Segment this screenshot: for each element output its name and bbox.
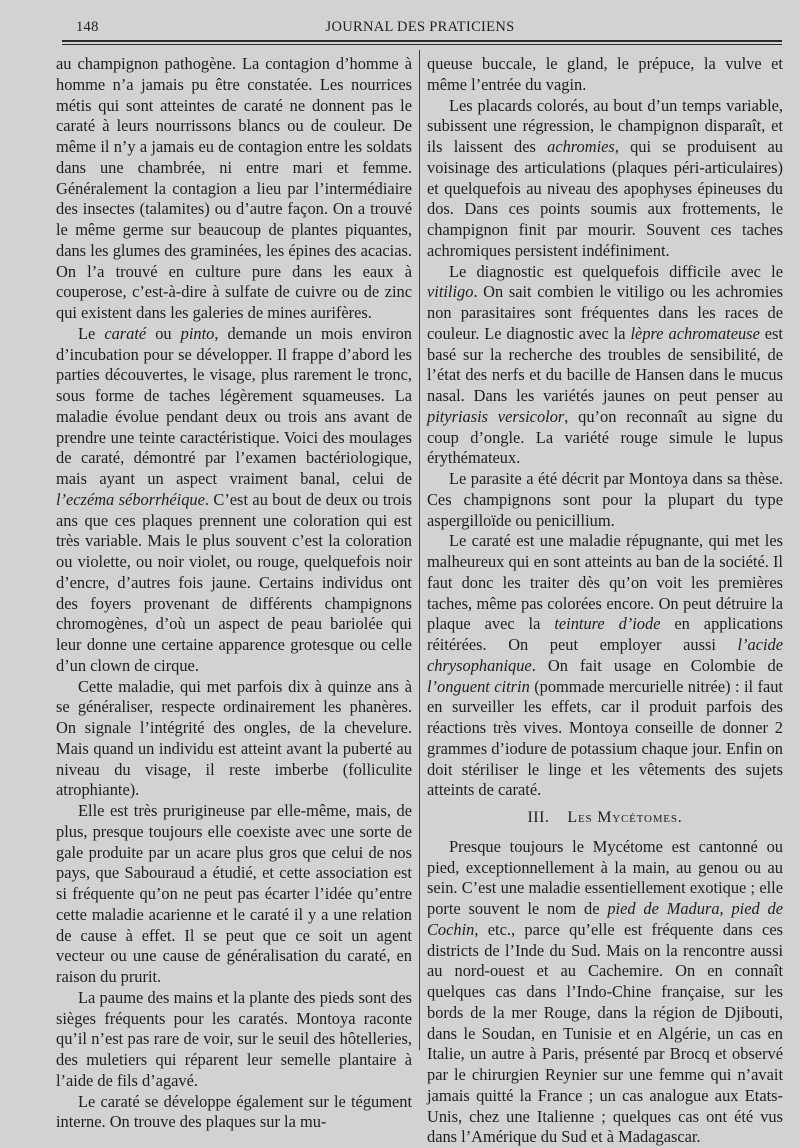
italic-term: pityriasis versicolor [427,406,565,426]
paragraph-text: Le caraté se développe également sur le tégument interne. On trouve des plaques sur la mu- [56,1091,412,1132]
paragraph-text: Presque toujours le Mycétome est cantonné ou pied, exceptionnellement à la main, au genou ou au sein. C’est une maladie essentiellement exotique ; elle porte souvent le nom de [427,836,783,918]
paragraph-text: Le diagnostic est quelquefois difficile avec le [449,261,783,281]
page-header [60,14,780,38]
paragraph-text: Elle est très prurigineuse par elle-même, mais, de plus, presque toujours elle coexiste avec une sorte de gale produite par un acare plus gros que celui de nos pays, que Sabouraud a étudié, et cette association est si fréquente qu’on ne peut pas écarter l’idée qu’entre cette maladie acarienne et le caraté il y a une relation de cause à effet. Il se peut que ce soit un agent vecteur ou une cause de généralisation du caraté, en raison du prurit. [56,801,412,986]
paragraph [56,1092,412,1134]
paragraph-text: Le [78,323,105,343]
italic-term: l’onguent citrin [427,676,530,696]
paragraph-text: La paume des mains et la plante des pieds sont des sièges fréquents pour les caratés. Montoya raconte qu’il n’est pas rare de voir, sur le seuil des hôtelleries, des muletiers qui réparent leur semelle plantaire à l’aide de fils d’agavé. [56,987,412,1090]
paragraph [427,469,783,531]
header-rule-thin [62,44,782,45]
italic-term: pied de Madura, pied de Cochin [427,899,783,939]
paragraph [56,324,412,677]
paragraph-text: queuse buccale, le gland, le prépuce, la vulve et même l’entrée du vagin. [427,54,783,94]
left-column [56,54,412,1133]
section-number: III. [527,809,550,826]
italic-term: caraté [104,323,147,343]
paragraph-text: . On sait combien le vitiligo ou les achromies non parasitaires sont fréquentes dans les races de couleur. Le diagnostic avec la [427,282,783,343]
paragraph [427,96,783,262]
paragraph-text: Le parasite a été décrit par Montoya dans sa thèse. Ces champignons sont pour la plupart du type aspergilloïde ou penicillium. [427,469,783,530]
paragraph-text: . C’est au bout de deux ou trois ans que ces plaques prennent une coloration qui est très variable. Mais le plus souvent c’est la coloration ou violette, ou noir violet, ou rouge, quelquefois noir d’encre, d’autres fois jaune. Certains individus ont des foyers provenant de différents champignons chromogènes, d’où un aspect de peau bariolée qui leur donne une certaine apparence grotesque ou celle d’un clown de cirque. [56,489,412,675]
section-heading [427,808,783,829]
paragraph [56,677,412,802]
paragraph-text: Le caraté est une maladie répugnante, qui met les malheureux qui en sont atteints au ban de la société. Il faut donc les traiter dès qu’on voit les premières taches, même pas colorées encore. On peut détruire la plaque avec la [427,531,783,634]
right-column [427,54,783,1148]
paragraph-text: est basé sur la recherche des troubles de sensibilité, de l’état des nerfs et du bacille de Hansen dans le mucus nasal. Dans les variétés jaunes on peut penser au [427,323,783,405]
italic-term: l’acide chrysophanique [427,635,783,675]
paragraph-text: (pommade mercurielle nitrée) : il faut en surveiller les effets, car il produit parfois des réactions très vives. Montoya conseille de donner 2 grammes d’iodure de potassium chaque jour. Enfin on doit stériliser le linge et les vêtements des sujets atteints de caraté. [427,676,783,800]
italic-term: vitiligo [427,282,474,302]
italic-term: pinto [180,323,215,343]
paragraph [427,54,783,96]
paragraph-text: Cette maladie, qui met parfois dix à quinze ans à se généraliser, respecte ordinairement les phanères. On signale l’intégrité des ongles, de la chevelure. Mais quand un individu est atteint avant la puberté au niveau du visage, il reste imberbe (folliculite atrophiante). [56,676,412,800]
paragraph-text: Les placards colorés, au bout d’un temps variable, subissent une régression, le champignon disparaît, et ils laissent des [427,95,783,156]
italic-term: achromies [547,137,615,156]
paragraph-text: ou [146,323,181,343]
page-number: 148 [76,19,99,35]
paragraph [427,262,783,470]
paragraph [427,837,783,1148]
italic-term: teinture d’iode [554,614,661,634]
paragraph [56,54,412,324]
paragraph [427,531,783,801]
paragraph-text: . On fait usage en Colombie de [531,655,783,675]
column-divider [419,50,420,1050]
paragraph-text: en applications réitérées. On peut employer aussi [427,614,783,654]
paragraph-text: , demande un mois environ d’incubation pour se développer. Il frappe d’abord les parties découvertes, le visage, plus rarement le tronc, sous forme de taches légèrement squameuses. La maladie évolue pendant deux ou trois ans avant de prendre une teinte caractéristique. Voici des moulages de caraté, démontré par l’examen bactériologique, mais ayant un aspect vraiment banal, celui de [56,323,412,488]
paragraph [56,801,412,988]
running-title: JOURNAL DES PRATICIENS [325,19,515,35]
paragraph-text: , qui se produisent au voisinage des articulations (plaques péri-articulaires) et quelquefois au niveau des apophyses épineuses du dos. Dans ces points soumis aux frottements, le champignon finit par mourir. Souvent ces taches achromiques persistent indéfiniment. [427,137,783,260]
paragraph-text: au champignon pathogène. La contagion d’homme à homme n’a jamais pu être constatée. Les nourrices métis qui sont atteintes de caraté ne donnent pas le caraté à leurs nourrissons blancs ou de couleur. De même il n’y a jamais eu de contagion entre les soldats dans une chambrée, ni entre mari et femme. Généralement la contagion a lieu par l’intermédiaire des insectes (talamites) ou d’autre façon. On a trouvé le même germe sur beaucoup de plantes piquantes, dans les glumes des graminées, les épines des acacias. On l’a trouvé en culture pure dans les eaux à couperose, c’est-à-dire à sulfate de cuivre ou de zinc qui existent dans les galeries de mines aurifères. [56,54,412,322]
paragraph [56,988,412,1092]
paragraph-text: , etc., parce qu’elle est fréquente dans ces districts de l’Inde du Sud. Mais on la rencontre aussi au nord-ouest et au Cachemire. On en connaît quelques cas dans l’Indo-Chine française, sur les bords de la mer Rouge, dans la région de Djibouti, dans le Soudan, en Tunisie et en Algérie, un cas en Italie, un autre à Paris, présenté par Brocq et observé par le chirurgien Reynier sur une femme qui n’avait jamais quitté la France ; un cas analogue aux Etats-Unis, chez une Italienne ; quelques cas ont été vus dans l’Amérique du Sud et à Madagascar. [427,919,783,1147]
paragraph-text: , qu’on reconnaît au signe du coup d’ongle. La variété rouge simule le lupus érythémateux. [427,406,784,468]
italic-term: l’eczéma séborrhéique [56,489,205,509]
italic-term: lèpre achromateuse [630,323,760,343]
header-rule-thick [62,40,782,42]
section-title: Les Mycétomes. [567,809,683,826]
